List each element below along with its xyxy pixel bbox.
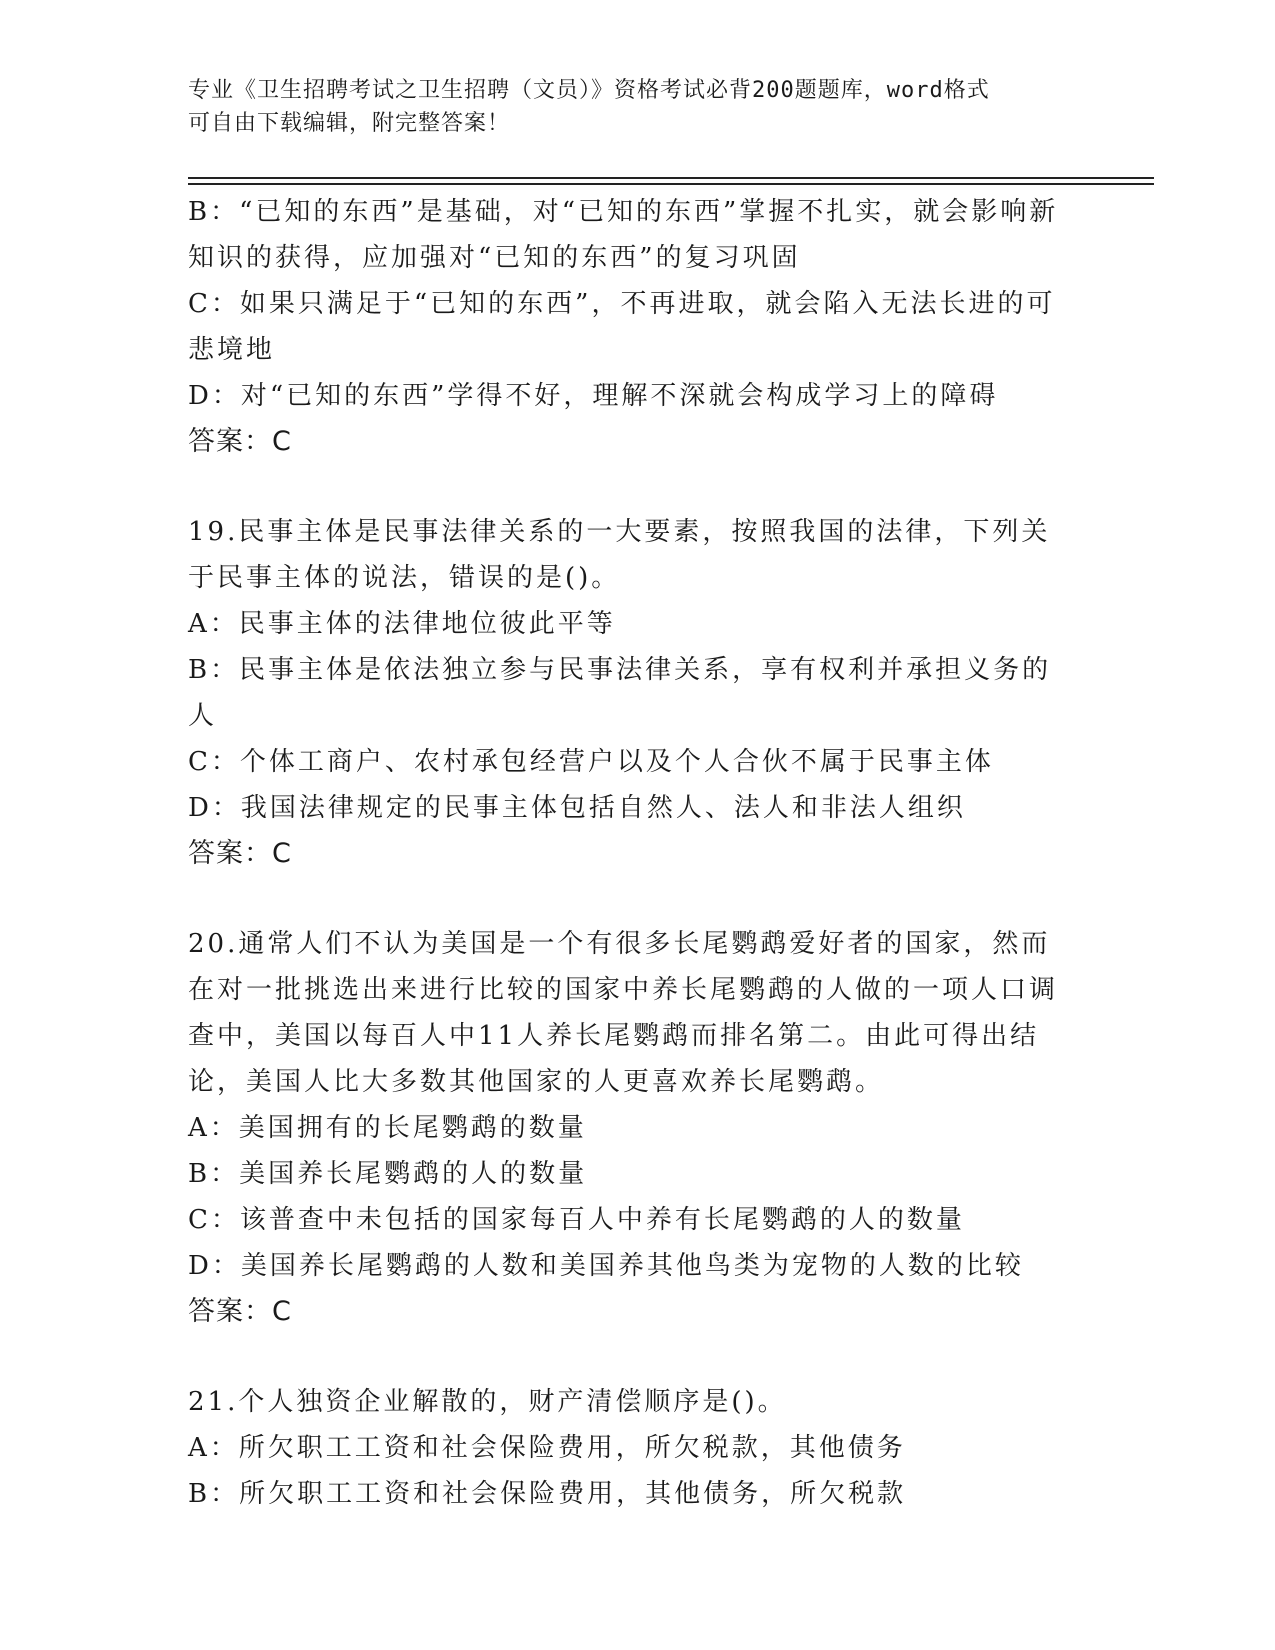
question-21 <box>188 1379 1078 1517</box>
answer: 答案：C <box>188 838 292 869</box>
option-d: D：美国养长尾鹦鹉的人数和美国养其他鸟类为宠物的人数的比较 <box>188 1251 1024 1281</box>
document-header <box>188 74 1068 140</box>
option-a: A：美国拥有的长尾鹦鹉的数量 <box>188 1113 587 1143</box>
question-list <box>188 189 1078 1517</box>
question-text: 19.民事主体是民事法律关系的一大要素，按照我国的法律，下列关于民事主体的说法，错误的是()。 <box>188 517 1051 593</box>
header-rule-bottom <box>188 183 1154 185</box>
option-b: B：所欠职工工资和社会保险费用，其他债务，所欠税款 <box>188 1479 907 1509</box>
option-d: D：对“已知的东西”学得不好，理解不深就会构成学习上的障碍 <box>188 381 999 411</box>
option-b: B：“已知的东西”是基础，对“已知的东西”掌握不扎实，就会影响新知识的获得，应加强对“已知的东西”的复习巩固 <box>188 197 1059 273</box>
question-text: 21.个人独资企业解散的，财产清偿顺序是()。 <box>188 1387 787 1417</box>
answer: 答案：C <box>188 426 292 457</box>
option-d: D：我国法律规定的民事主体包括自然人、法人和非法人组织 <box>188 793 966 823</box>
question-18 <box>188 189 1078 465</box>
header-rule-top <box>188 177 1154 179</box>
header-title-line-1: 专业《卫生招聘考试之卫生招聘（文员）》资格考试必背200题题库，word格式 <box>188 78 990 103</box>
option-a: A：所欠职工工资和社会保险费用，所欠税款，其他债务 <box>188 1433 906 1463</box>
option-b: B：美国养长尾鹦鹉的人的数量 <box>188 1159 588 1189</box>
question-19 <box>188 509 1078 877</box>
option-b: B：民事主体是依法独立参与民事法律关系，享有权利并承担义务的人 <box>188 655 1052 731</box>
option-a: A：民事主体的法律地位彼此平等 <box>188 609 616 639</box>
option-c: C：如果只满足于“已知的东西”，不再进取，就会陷入无法长进的可悲境地 <box>188 289 1056 365</box>
question-text: 20.通常人们不认为美国是一个有很多长尾鹦鹉爱好者的国家，然而在对一批挑选出来进行比较的国家中养长尾鹦鹉的人做的一项人口调查中，美国以每百人中11人养长尾鹦鹉而排名第二。由此可得出结论，美国人比大多数其他国家的人更喜欢养长尾鹦鹉。 <box>188 929 1059 1097</box>
option-c: C：个体工商户、农村承包经营户以及个人合伙不属于民事主体 <box>188 747 994 777</box>
question-20 <box>188 921 1078 1335</box>
option-c: C：该普查中未包括的国家每百人中养有长尾鹦鹉的人的数量 <box>188 1205 965 1235</box>
header-title-line-2: 可自由下载编辑，附完整答案！ <box>188 111 511 136</box>
answer: 答案：C <box>188 1296 292 1327</box>
